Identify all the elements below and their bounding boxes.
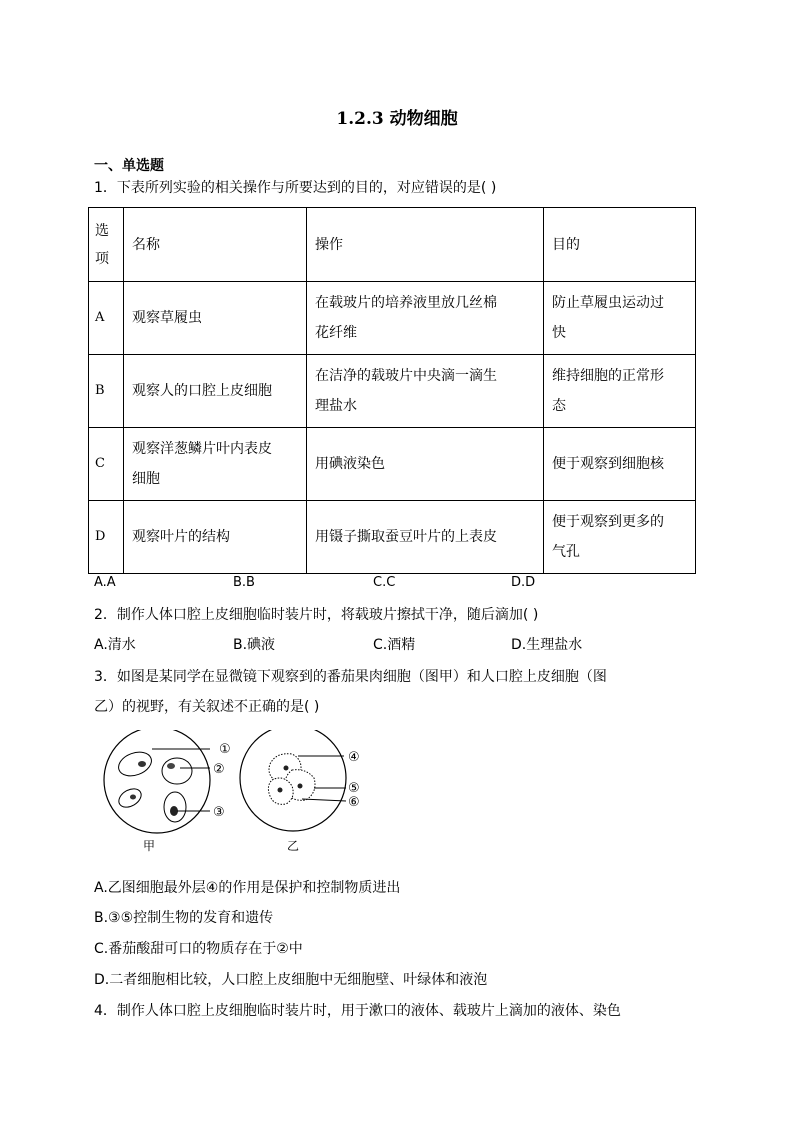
table-header-row — [89, 208, 696, 282]
question-2-stem: 2．制作人体口腔上皮细胞临时装片时，将载玻片擦拭干净，随后滴加( ) — [94, 607, 539, 623]
callout-3: ③ — [213, 805, 225, 820]
q2-option-c[interactable]: C.酒精 — [373, 637, 416, 653]
table-row — [89, 355, 696, 428]
row-operation: 在载玻片的培养液里放几丝棉 花纤维 — [307, 282, 544, 355]
row-key: B — [89, 355, 124, 428]
q1-option-b[interactable]: B.B — [233, 575, 255, 590]
label-jia: 甲 — [143, 839, 156, 853]
q3-option-d[interactable]: D.二者细胞相比较，人口腔上皮细胞中无细胞壁、叶绿体和液泡 — [94, 972, 488, 988]
question-3-stem-line1: 3．如图是某同学在显微镜下观察到的番茄果肉细胞（图甲）和人口腔上皮细胞（图 — [94, 669, 607, 685]
table-row — [89, 501, 696, 574]
figure-jia-cells — [104, 730, 210, 833]
label-yi: 乙 — [287, 839, 300, 853]
row-operation: 在洁净的载玻片中央滴一滴生 理盐水 — [307, 355, 544, 428]
question-3-stem-line2: 乙）的视野，有关叙述不正确的是( ) — [94, 699, 320, 715]
q2-option-a[interactable]: A.清水 — [94, 637, 136, 653]
callout-1: ① — [219, 742, 231, 757]
row-key: D — [89, 501, 124, 574]
q1-option-a[interactable]: A.A — [94, 575, 116, 590]
row-name: 观察洋葱鳞片叶内表皮 细胞 — [124, 428, 307, 501]
cell-figure — [100, 730, 380, 855]
q1-option-d[interactable]: D.D — [511, 575, 536, 590]
header-operation: 操作 — [307, 208, 544, 282]
row-name: 观察草履虫 — [124, 282, 307, 355]
q3-option-b[interactable]: B.③⑤控制生物的发育和遗传 — [94, 910, 274, 926]
callout-4: ④ — [348, 750, 360, 765]
header-option: 选 项 — [89, 208, 124, 282]
table-row — [89, 428, 696, 501]
row-name: 观察人的口腔上皮细胞 — [124, 355, 307, 428]
page-title: 1.2.3 动物细胞 — [336, 109, 458, 129]
experiment-table — [88, 207, 696, 574]
callout-2: ② — [213, 762, 225, 777]
row-key: A — [89, 282, 124, 355]
row-goal: 便于观察到细胞核 — [544, 428, 696, 501]
row-goal: 便于观察到更多的 气孔 — [544, 501, 696, 574]
question-1-stem: 1．下表所列实验的相关操作与所要达到的目的，对应错误的是( ) — [94, 180, 497, 196]
header-name: 名称 — [124, 208, 307, 282]
row-operation: 用镊子撕取蚕豆叶片的上表皮 — [307, 501, 544, 574]
question-4-stem: 4．制作人体口腔上皮细胞临时装片时，用于漱口的液体、载玻片上滴加的液体、染色 — [94, 1003, 621, 1019]
row-key: C — [89, 428, 124, 501]
row-goal: 维持细胞的正常形 态 — [544, 355, 696, 428]
row-operation: 用碘液染色 — [307, 428, 544, 501]
q3-option-c[interactable]: C.番茄酸甜可口的物质存在于②中 — [94, 941, 303, 957]
row-name: 观察叶片的结构 — [124, 501, 307, 574]
section-heading: 一、单选题 — [94, 158, 164, 174]
callout-6: ⑥ — [348, 795, 360, 810]
table-row — [89, 282, 696, 355]
callout-5: ⑤ — [348, 781, 360, 796]
row-goal: 防止草履虫运动过 快 — [544, 282, 696, 355]
figure-yi-cells — [240, 730, 346, 831]
q3-option-a[interactable]: A.乙图细胞最外层④的作用是保护和控制物质进出 — [94, 880, 401, 896]
header-goal: 目的 — [544, 208, 696, 282]
q2-option-d[interactable]: D.生理盐水 — [511, 637, 583, 653]
q1-option-c[interactable]: C.C — [373, 575, 396, 590]
q2-option-b[interactable]: B.碘液 — [233, 637, 276, 653]
